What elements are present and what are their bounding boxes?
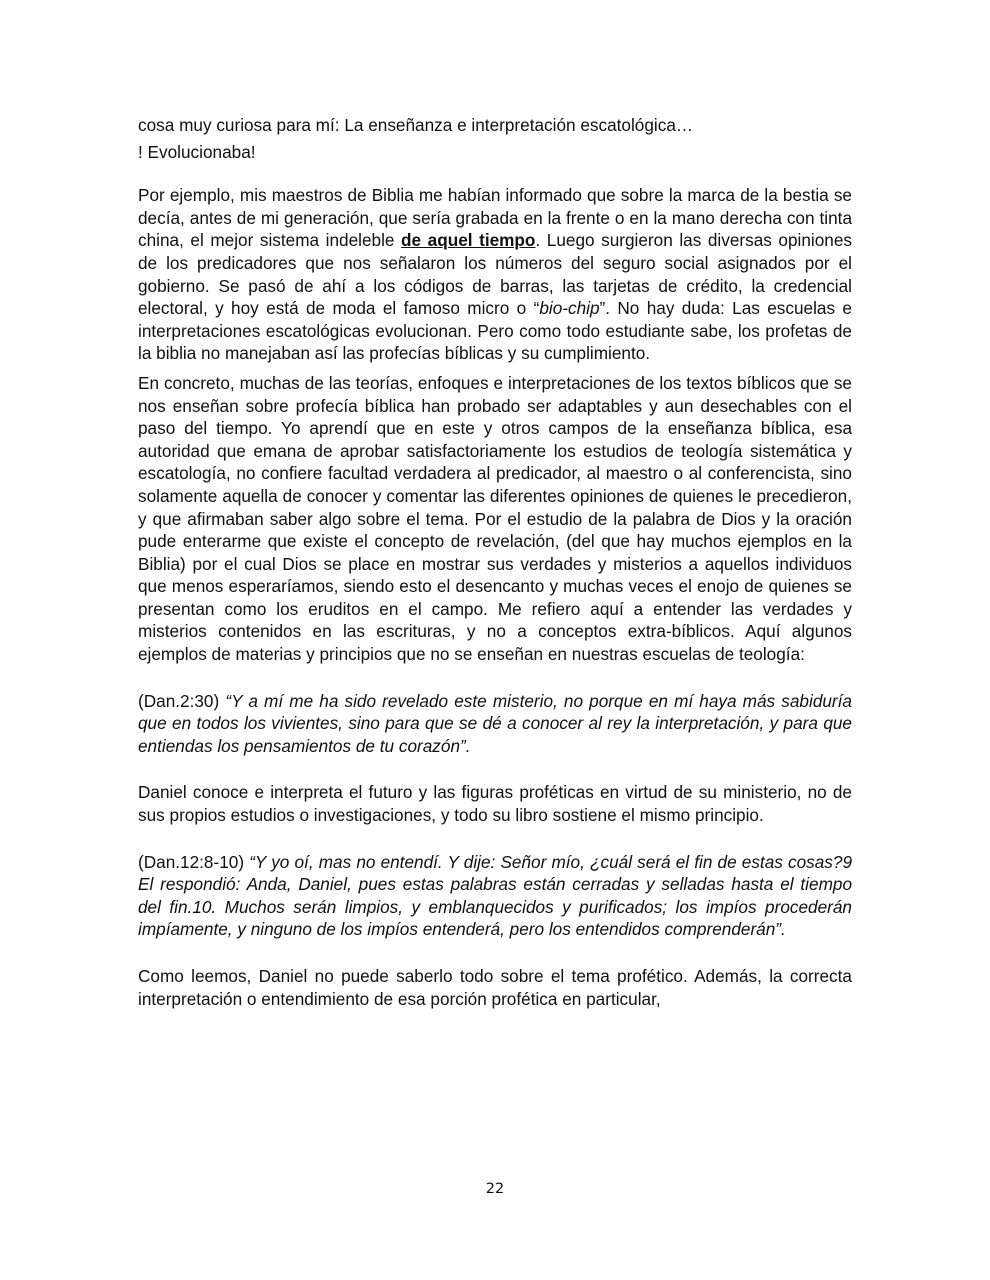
emphasis-text: de aquel tiempo [401, 230, 536, 251]
paragraph-mark-of-the-beast [138, 184, 852, 365]
paragraph-revelation: En concreto, muchas de las teorías, enfoques e interpretaciones de los textos bíblicos que se nos enseñan sobre profecía bíblica han probado ser adaptables y aun desechables con el paso del tiempo. Yo aprendí que en este y otros campos de la enseñanza bíblica, esa autoridad que emana de aprobar satisfactoriamente los estudios de teología sistemática y escatología, no confiere facultad verdadera al predicador, al maestro o al conferencista, sino solamente aquella de conocer y comentar las diferentes opiniones de quienes le precedieron, y que afirmaban saber algo sobre el tema. Por el estudio de la palabra de Dios y la oración pude enterarme que existe el concepto de revelación, (del que hay muchos ejemplos en la Biblia) por el cual Dios se place en mostrar sus verdades y misterios a aquellos individuos que menos esperaríamos, siendo esto el desencanto y muchas veces el enojo de quienes se presentan como los eruditos en el campo. Me refiero aquí a entender las verdades y misterios contenidos en las escrituras, y no a conceptos extra-bíblicos. Aquí algunos ejemplos de materias y principios que no se enseñan en nuestras escuelas de teología: [138, 372, 852, 665]
paragraph-text: Por ejemplo, mis maestros de Biblia me habían informado que sobre la marca de la bestia se decía, antes de mi generación, que sería grabada en la frente o en la mano derecha con tinta china, el mejor sistema indeleble [138, 185, 852, 251]
opening-line-2: ! Evolucionaba! [138, 141, 256, 162]
opening-line-1: cosa muy curiosa para mí: La enseñanza e interpretación escatológica… [138, 115, 694, 135]
paragraph-text: . Luego surgieron las diversas opiniones de los predicadores que nos señalaron los números del seguro social asignados por el gobierno. Se pasó de ahí a los códigos de barras, las tarjetas de crédito, la credencial electoral, y hoy está de moda el famoso micro o “ [138, 230, 852, 319]
page-body [138, 114, 852, 1010]
quote-text: “Y yo oí, mas no entendí. Y dije: Señor mío, ¿cuál será el fin de estas cosas?9 El respondió: Anda, Daniel, pues estas palabras están cerradas y selladas hasta el tiempo del fin.10. Muchos serán limpios, y emblanquecidos y purificados; los impíos procederán impíamente, y ninguno de los impíos entenderá, pero los entendidos comprenderán”. [138, 851, 853, 940]
quote-reference: (Dan.12:8-10) [138, 851, 250, 872]
italic-term: bio-chip [539, 298, 600, 319]
paragraph-conclusion: Como leemos, Daniel no puede saberlo todo sobre el tema profético. Además, la correcta interpretación o entendimiento de esa porción profética en particular, [138, 966, 852, 1009]
page-number: 22 [485, 1181, 505, 1197]
quote-daniel-2-30 [138, 690, 852, 758]
quote-daniel-12-8-10 [138, 851, 852, 941]
paragraph-daniel-ministry: Daniel conoce e interpreta el futuro y las figuras proféticas en virtud de su ministerio, no de sus propios estudios o investigaciones, y todo su libro sostiene el mismo principio. [138, 782, 852, 826]
paragraph-text: ”. No hay duda: Las escuelas e interpretaciones escatológicas evolucionan. Pero como todo estudiante sabe, los profetas de la biblia no manejaban así las profecías bíblicas y su cumplimiento. [138, 298, 852, 364]
quote-text: “Y a mí me ha sido revelado este misterio, no porque en mí haya más sabiduría que en todos los vivientes, sino para que se dé a conocer al rey la interpretación, y para que entiendas los pensamientos de tu corazón”. [138, 690, 852, 756]
quote-reference: (Dan.2:30) [138, 690, 226, 711]
